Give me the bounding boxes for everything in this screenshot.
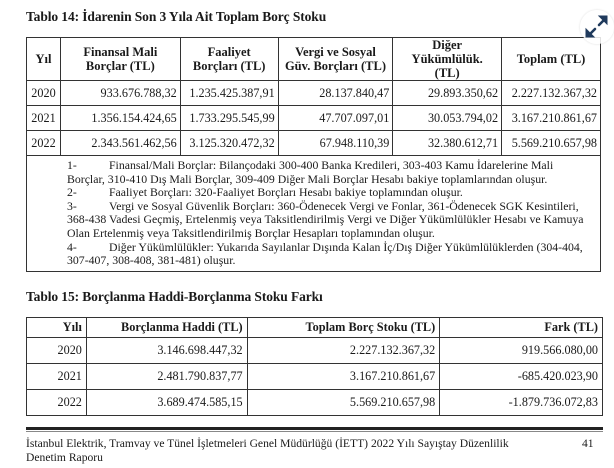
cell-vergi: 67.948.110,39 — [278, 131, 393, 156]
note-1: 1- Finansal/Mali Borçlar: Bilançodaki 300-400 Banka Kredileri, 303-403 Kamu İdarelerine Mali Borçlar, 310-410 Dış Mali Borçlar, 309-409 Diğer Mali Borçlar Hesabı bakiye toplamlarından oluşur. — [67, 158, 554, 186]
cell-vergi: 28.137.840,47 — [278, 81, 393, 106]
cell-year: 2020 — [27, 81, 61, 106]
cell-toplam: 3.167.210.861,67 — [502, 106, 601, 131]
cell-toplam: 5.569.210.657,98 — [502, 131, 601, 156]
header-fark: Fark (TL) — [440, 318, 603, 338]
cell-faaliyet: 3.125.320.472,32 — [180, 131, 278, 156]
cell-toplam-borc-stoku: 2.227.132.367,32 — [247, 338, 440, 364]
table-row — [27, 390, 603, 416]
cell-toplam-borc-stoku: 5.569.210.657,98 — [247, 390, 440, 416]
page-number: 41 — [582, 437, 594, 450]
header-yili: Yılı — [27, 318, 87, 338]
table14-title: Tablo 14: İdarenin Son 3 Yıla Ait Toplam Borç Stoku — [26, 9, 327, 24]
note-3: 3- Vergi ve Sosyal Güvenlik Borçları: 360-Ödenecek Vergi ve Fonlar, 361-Ödenecek SGK Kesintileri, 368-438 Vadesi Geçmiş, Ertelenmiş veya Taksitlendirilmiş Vergi ve Diğer Yükümlülükler Hesabı ve Kamuya Olan Ertelenmiş veya Taksitlendirilmiş Borçlar Hesapları toplamından oluşur. — [67, 198, 584, 240]
cell-faaliyet: 1.733.295.545,99 — [180, 106, 278, 131]
header-borclanma-haddi: Borçlanma Haddi (TL) — [86, 318, 247, 338]
cell-year: 2022 — [27, 390, 87, 416]
footer-divider — [26, 427, 603, 430]
expand-button[interactable] — [580, 10, 614, 44]
table15-header-row — [27, 318, 603, 338]
table15-title: Tablo 15: Borçlanma Haddi-Borçlanma Stoku Farkı — [26, 289, 323, 304]
cell-year: 2022 — [27, 131, 61, 156]
cell-year: 2020 — [27, 338, 87, 364]
cell-borclanma-haddi: 3.689.474.585,15 — [86, 390, 247, 416]
header-diger: Diğer Yükümlülük. (TL) — [393, 38, 502, 81]
header-yil: Yıl — [27, 38, 61, 81]
table-row — [27, 364, 603, 390]
header-finansal: Finansal Mali Borçlar (TL) — [60, 38, 180, 81]
table-row — [27, 338, 603, 364]
cell-fark: -1.879.736.072,83 — [440, 390, 603, 416]
note-4: 4- Diğer Yükümlülükler: Yukarıda Sayılanlar Dışında Kalan İç/Dış Diğer Yükümlülüklerden (304-404, 307-407, 308-408, 381-481) oluşur. — [67, 239, 583, 268]
table-row — [27, 81, 601, 106]
table14-notes-row — [27, 156, 601, 272]
table15 — [26, 317, 603, 416]
table14-notes — [27, 156, 601, 272]
header-vergi: Vergi ve Sosyal Güv. Borçları (TL) — [278, 38, 393, 81]
cell-finansal: 1.356.154.424,65 — [60, 106, 180, 131]
cell-diger: 29.893.350,62 — [393, 81, 502, 106]
cell-diger: 32.380.612,71 — [393, 131, 502, 156]
footer-divider-thin — [26, 431, 603, 432]
header-toplam: Toplam (TL) — [502, 38, 601, 81]
cell-faaliyet: 1.235.425.387,91 — [180, 81, 278, 106]
expand-arrows-icon — [580, 10, 614, 44]
cell-year: 2021 — [27, 364, 87, 390]
table14-header-row — [27, 38, 601, 81]
footer-text: İstanbul Elektrik, Tramvay ve Tünel İşletmeleri Genel Müdürlüğü (İETT) 2022 Yılı Sayıştay Düzenlilik Denetim Raporu — [26, 437, 509, 464]
cell-toplam: 2.227.132.367,32 — [502, 81, 601, 106]
table-row — [27, 131, 601, 156]
cell-vergi: 47.707.097,01 — [278, 106, 393, 131]
table-row — [27, 106, 601, 131]
cell-finansal: 2.343.561.462,56 — [60, 131, 180, 156]
cell-toplam-borc-stoku: 3.167.210.861,67 — [247, 364, 440, 390]
header-toplam-borc-stoku: Toplam Borç Stoku (TL) — [247, 318, 440, 338]
cell-diger: 30.053.794,02 — [393, 106, 502, 131]
cell-finansal: 933.676.788,32 — [60, 81, 180, 106]
cell-borclanma-haddi: 2.481.790.837,77 — [86, 364, 247, 390]
cell-fark: -685.420.023,90 — [440, 364, 603, 390]
cell-borclanma-haddi: 3.146.698.447,32 — [86, 338, 247, 364]
header-faaliyet: Faaliyet Borçları (TL) — [180, 38, 278, 81]
table14 — [26, 37, 601, 272]
cell-fark: 919.566.080,00 — [440, 338, 603, 364]
note-2: 2- Faaliyet Borçları: 320-Faaliyet Borçları Hesabı bakiye toplamından oluşur. — [67, 185, 463, 200]
cell-year: 2021 — [27, 106, 61, 131]
